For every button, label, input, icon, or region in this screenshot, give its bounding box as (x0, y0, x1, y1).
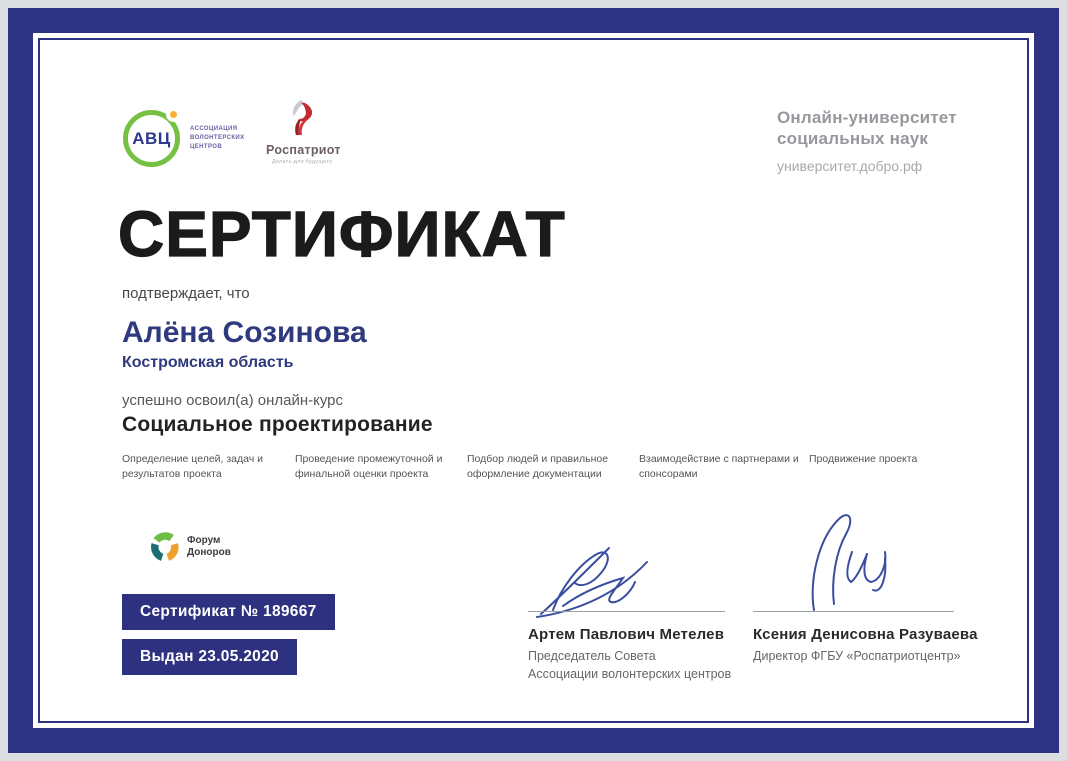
recipient-name: Алёна Созинова (122, 316, 367, 349)
skill-item: Проведение промежуточной и финальной оценки проекта (295, 453, 443, 481)
recipient-region: Костромская область (122, 354, 294, 371)
signatory-role (528, 648, 731, 683)
skills-row (122, 452, 939, 482)
signature-line (528, 611, 725, 612)
forum-donorov-line2: Доноров (187, 547, 231, 558)
skill-item: Взаимодействие с партнерами и спонсорами (639, 453, 799, 481)
rospatriot-ribbon-icon (286, 99, 318, 137)
forum-donorov-logo (150, 532, 231, 562)
avc-caption-line1: АССОЦИАЦИЯ (190, 126, 238, 132)
avc-caption-line3: ЦЕНТРОВ (190, 144, 223, 150)
certificate-number-badge: Сертификат № 189667 (122, 594, 335, 630)
skill-item: Продвижение проекта (809, 453, 918, 465)
signature-razuvaeva-icon (788, 512, 898, 612)
avc-abbr-label: АВЦ (132, 128, 171, 148)
university-line1: Онлайн-университет (777, 108, 957, 127)
signatory-role (753, 648, 960, 666)
rospatriot-logo (266, 99, 341, 165)
course-name: Социальное проектирование (122, 413, 433, 436)
university-line2: социальных наук (777, 129, 929, 149)
rospatriot-name-label: Роспатриот (266, 143, 341, 157)
skill-item: Подбор людей и правильное оформление документации (467, 453, 609, 481)
forum-donorov-label (187, 535, 231, 560)
course-intro-text: успешно освоил(а) онлайн-курс (122, 392, 344, 409)
avc-logo (123, 110, 245, 167)
signatory-name: Ксения Денисовна Разуваева (753, 626, 978, 643)
avc-caption (190, 125, 245, 152)
avc-caption-line2: ВОЛОНТЕРСКИХ (190, 135, 245, 141)
certificate-title: СЕРТИФИКАТ (118, 198, 566, 270)
forum-donorov-icon (150, 532, 180, 562)
signature-line (753, 611, 954, 612)
signatory-role-line1: Директор ФГБУ «Роспатриотцентр» (753, 649, 961, 663)
certificate-issued-badge: Выдан 23.05.2020 (122, 639, 297, 675)
university-block (777, 107, 957, 174)
signatory-role-line1: Председатель Совета (528, 649, 656, 663)
forum-donorov-line1: Форум (187, 534, 221, 546)
signatory-role-line2: Ассоциации волонтерских центров (528, 666, 732, 681)
skill-item: Определение целей, задач и результатов проекта (122, 453, 264, 481)
confirm-text: подтверждает, что (122, 285, 250, 302)
signature-metelev-icon (535, 540, 665, 618)
rospatriot-tagline: Делать для будущего (271, 159, 333, 165)
university-site: университет.добро.рф (777, 157, 923, 174)
avc-logo-icon (123, 110, 180, 167)
avc-dot-icon (166, 107, 181, 122)
signatory-name: Артем Павлович Метелев (528, 626, 725, 643)
